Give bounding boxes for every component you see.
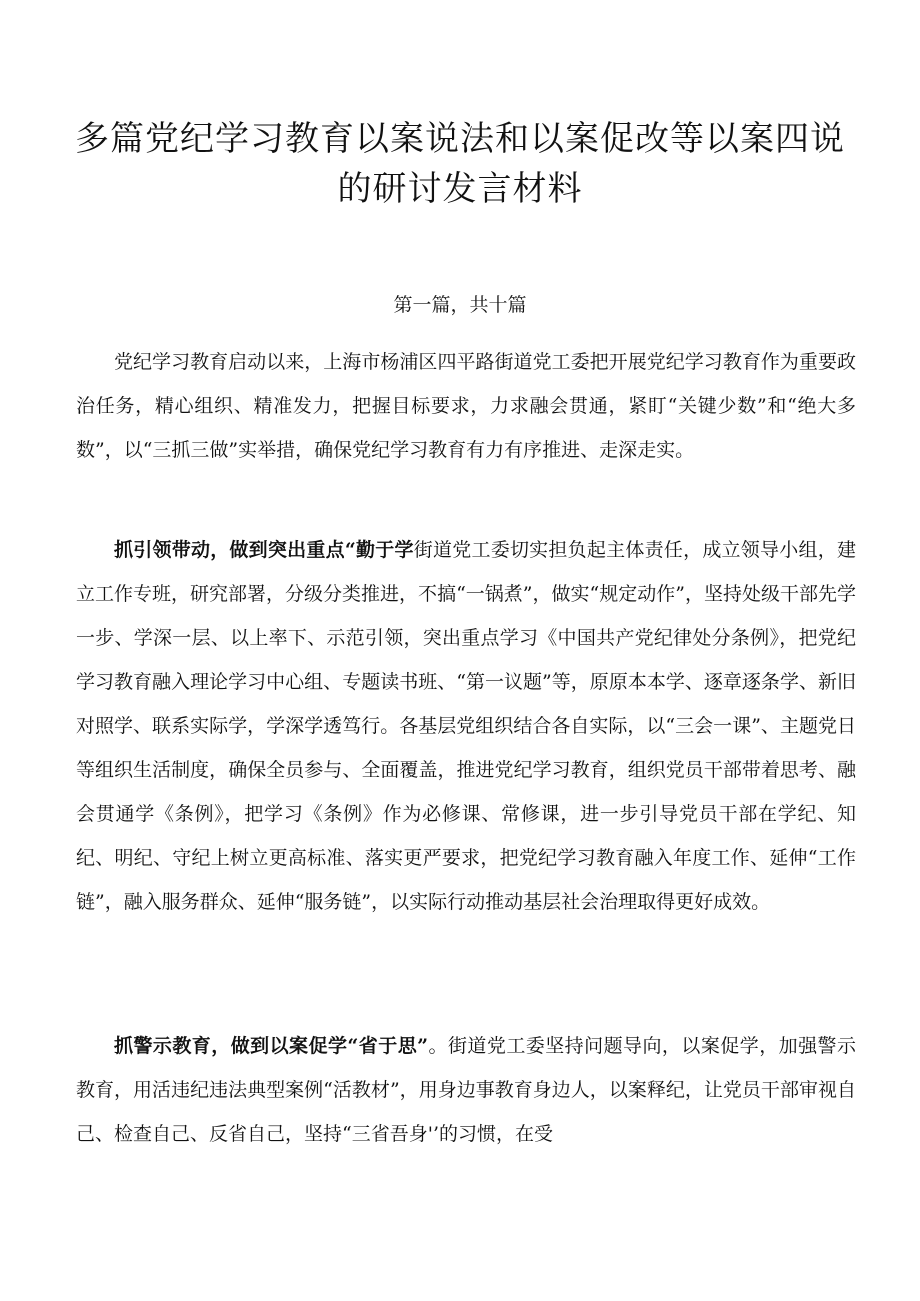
document-title-line-2: 的研讨发言材料 xyxy=(337,169,583,209)
paragraph-guidance xyxy=(76,528,856,924)
paragraph-intro xyxy=(76,340,856,472)
paragraph-text: 党纪学习教育启动以来，上海市杨浦区四平路街道党工委把开展党纪学习教育作为重要政治任务，精心组织、精准发力，把握目标要求，力求融会贯通，紧盯“关键少数”和“绝大多数”，以“三抓三做”实举措，确保党纪学习教育有力有序推进、走深走实。 xyxy=(76,351,856,461)
section-heading: 第一篇，共十篇 xyxy=(393,294,527,316)
paragraph-lead: 抓引领带动，做到突出重点“勤于学 xyxy=(114,539,414,561)
paragraph-lead: 抓警示教育，做到以案促学“省于思” xyxy=(114,1035,429,1057)
document-title xyxy=(40,114,880,214)
paragraph-text: 。街道党工委坚持问题导向，以案促学，加强警示教育，用活违纪违法典型案例“活教材”，用身边事教育身边人，以案释纪，让党员干部审视自己、检查自己、反省自己，坚持“三省吾身'’的习惯，在受 xyxy=(76,1035,856,1145)
paragraph-text: 街道党工委切实担负起主体责任，成立领导小组，建立工作专班，研究部署，分级分类推进，不搞“一锅煮”，做实“规定动作”，坚持处级干部先学一步、学深一层、以上率下、示范引领，突出重点学习《中国共产党纪律处分条例》，把党纪学习教育融入理论学习中心组、专题读书班、“第一议题”等，原原本本学、逐章逐条学、新旧对照学、联系实际学，学深学透笃行。各基层党组织结合各自实际，以“三会一课”、主题党日等组织生活制度，确保全员参与、全面覆盖，推进党纪学习教育，组织党员干部带着思考、融会贯通学《条例》，把学习《条例》作为必修课、常修课，进一步引导党员干部在学纪、知纪、明纪、守纪上树立更高标准、落实更严要求，把党纪学习教育融入年度工作、延伸“工作链”，融入服务群众、延伸“服务链”，以实际行动推动基层社会治理取得更好成效。 xyxy=(76,539,856,913)
paragraph-warning xyxy=(76,1024,856,1156)
document-title-line-1: 多篇党纪学习教育以案说法和以案促改等以案四说 xyxy=(75,119,845,159)
